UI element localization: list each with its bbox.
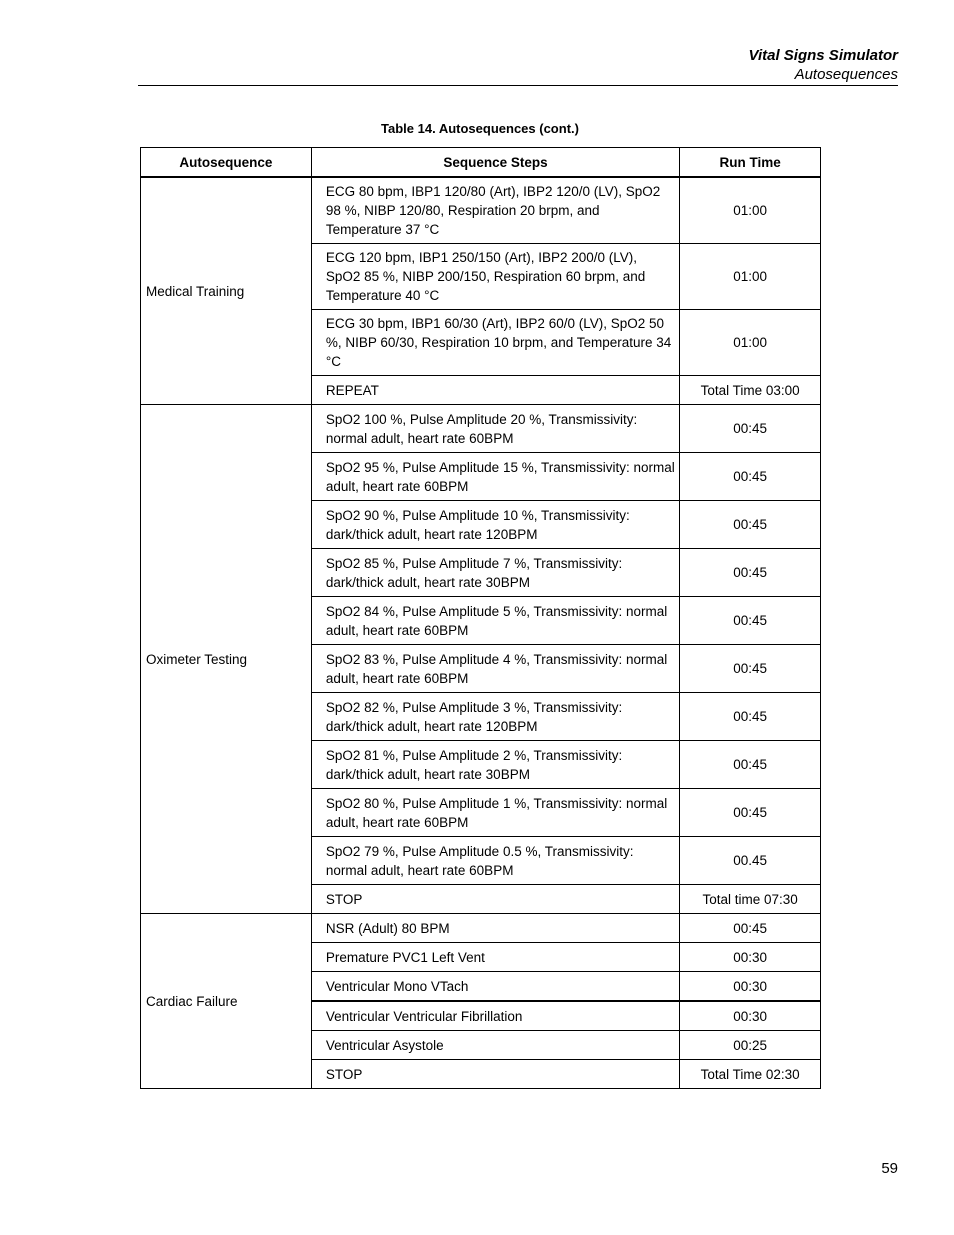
table-row — [141, 914, 821, 943]
run-time: 00:45 — [680, 501, 821, 549]
run-time: 00:45 — [680, 789, 821, 837]
group-oximeter-testing: Oximeter Testing — [141, 405, 312, 914]
run-time: 00.45 — [680, 837, 821, 885]
step-text: Ventricular Ventricular Fibrillation — [311, 1001, 679, 1031]
group-medical-training: Medical Training — [141, 177, 312, 405]
run-time: 00:45 — [680, 405, 821, 453]
step-text: NSR (Adult) 80 BPM — [311, 914, 679, 943]
step-text: SpO2 100 %, Pulse Amplitude 20 %, Transmissivity: normal adult, heart rate 60BPM — [311, 405, 679, 453]
step-text: SpO2 82 %, Pulse Amplitude 3 %, Transmissivity: dark/thick adult, heart rate 120BPM — [311, 693, 679, 741]
run-time: Total Time 02:30 — [680, 1060, 821, 1089]
autosequence-table — [140, 147, 821, 1089]
step-text: SpO2 84 %, Pulse Amplitude 5 %, Transmissivity: normal adult, heart rate 60BPM — [311, 597, 679, 645]
column-header-run-time: Run Time — [680, 148, 821, 178]
step-text: ECG 120 bpm, IBP1 250/150 (Art), IBP2 200/0 (LV), SpO2 85 %, NIBP 200/150, Respiration 60 brpm, and Temperature 40 °C — [311, 244, 679, 310]
step-text: SpO2 80 %, Pulse Amplitude 1 %, Transmissivity: normal adult, heart rate 60BPM — [311, 789, 679, 837]
run-time: 00:45 — [680, 453, 821, 501]
run-time: 00:45 — [680, 549, 821, 597]
run-time: 01:00 — [680, 244, 821, 310]
run-time: 01:00 — [680, 310, 821, 376]
step-text: SpO2 90 %, Pulse Amplitude 10 %, Transmissivity: dark/thick adult, heart rate 120BPM — [311, 501, 679, 549]
table-row — [141, 177, 821, 244]
run-time: Total Time 03:00 — [680, 376, 821, 405]
step-text: Ventricular Mono VTach — [311, 972, 679, 1002]
run-time: Total time 07:30 — [680, 885, 821, 914]
table-caption: Table 14. Autosequences (cont.) — [381, 121, 579, 136]
run-time: 00:30 — [680, 972, 821, 1002]
step-text: REPEAT — [311, 376, 679, 405]
column-header-sequence-steps: Sequence Steps — [311, 148, 679, 178]
step-text: SpO2 85 %, Pulse Amplitude 7 %, Transmissivity: dark/thick adult, heart rate 30BPM — [311, 549, 679, 597]
run-time: 00:30 — [680, 1001, 821, 1031]
run-time: 00:45 — [680, 914, 821, 943]
step-text: STOP — [311, 1060, 679, 1089]
run-time: 00:45 — [680, 741, 821, 789]
step-text: ECG 30 bpm, IBP1 60/30 (Art), IBP2 60/0 (LV), SpO2 50 %, NIBP 60/30, Respiration 10 brpm, and Temperature 34 °C — [311, 310, 679, 376]
step-text: STOP — [311, 885, 679, 914]
table-row — [141, 405, 821, 453]
step-text: SpO2 95 %, Pulse Amplitude 15 %, Transmissivity: normal adult, heart rate 60BPM — [311, 453, 679, 501]
run-time: 00:25 — [680, 1031, 821, 1060]
running-header — [749, 46, 898, 84]
step-text: SpO2 83 %, Pulse Amplitude 4 %, Transmissivity: normal adult, heart rate 60BPM — [311, 645, 679, 693]
header-rule — [138, 85, 898, 86]
run-time: 00:45 — [680, 645, 821, 693]
group-cardiac-failure: Cardiac Failure — [141, 914, 312, 1089]
run-time: 01:00 — [680, 177, 821, 244]
column-header-autosequence: Autosequence — [141, 148, 312, 178]
run-time: 00:45 — [680, 693, 821, 741]
page-number: 59 — [881, 1160, 898, 1177]
step-text: Ventricular Asystole — [311, 1031, 679, 1060]
run-time: 00:45 — [680, 597, 821, 645]
step-text: Premature PVC1 Left Vent — [311, 943, 679, 972]
header-title: Vital Signs Simulator — [748, 47, 898, 64]
step-text: SpO2 79 %, Pulse Amplitude 0.5 %, Transmissivity: normal adult, heart rate 60BPM — [311, 837, 679, 885]
table-header-row — [141, 148, 821, 178]
header-subtitle: Autosequences — [794, 66, 898, 83]
run-time: 00:30 — [680, 943, 821, 972]
step-text: SpO2 81 %, Pulse Amplitude 2 %, Transmissivity: dark/thick adult, heart rate 30BPM — [311, 741, 679, 789]
step-text: ECG 80 bpm, IBP1 120/80 (Art), IBP2 120/0 (LV), SpO2 98 %, NIBP 120/80, Respiration 20 brpm, and Temperature 37 °C — [311, 177, 679, 244]
